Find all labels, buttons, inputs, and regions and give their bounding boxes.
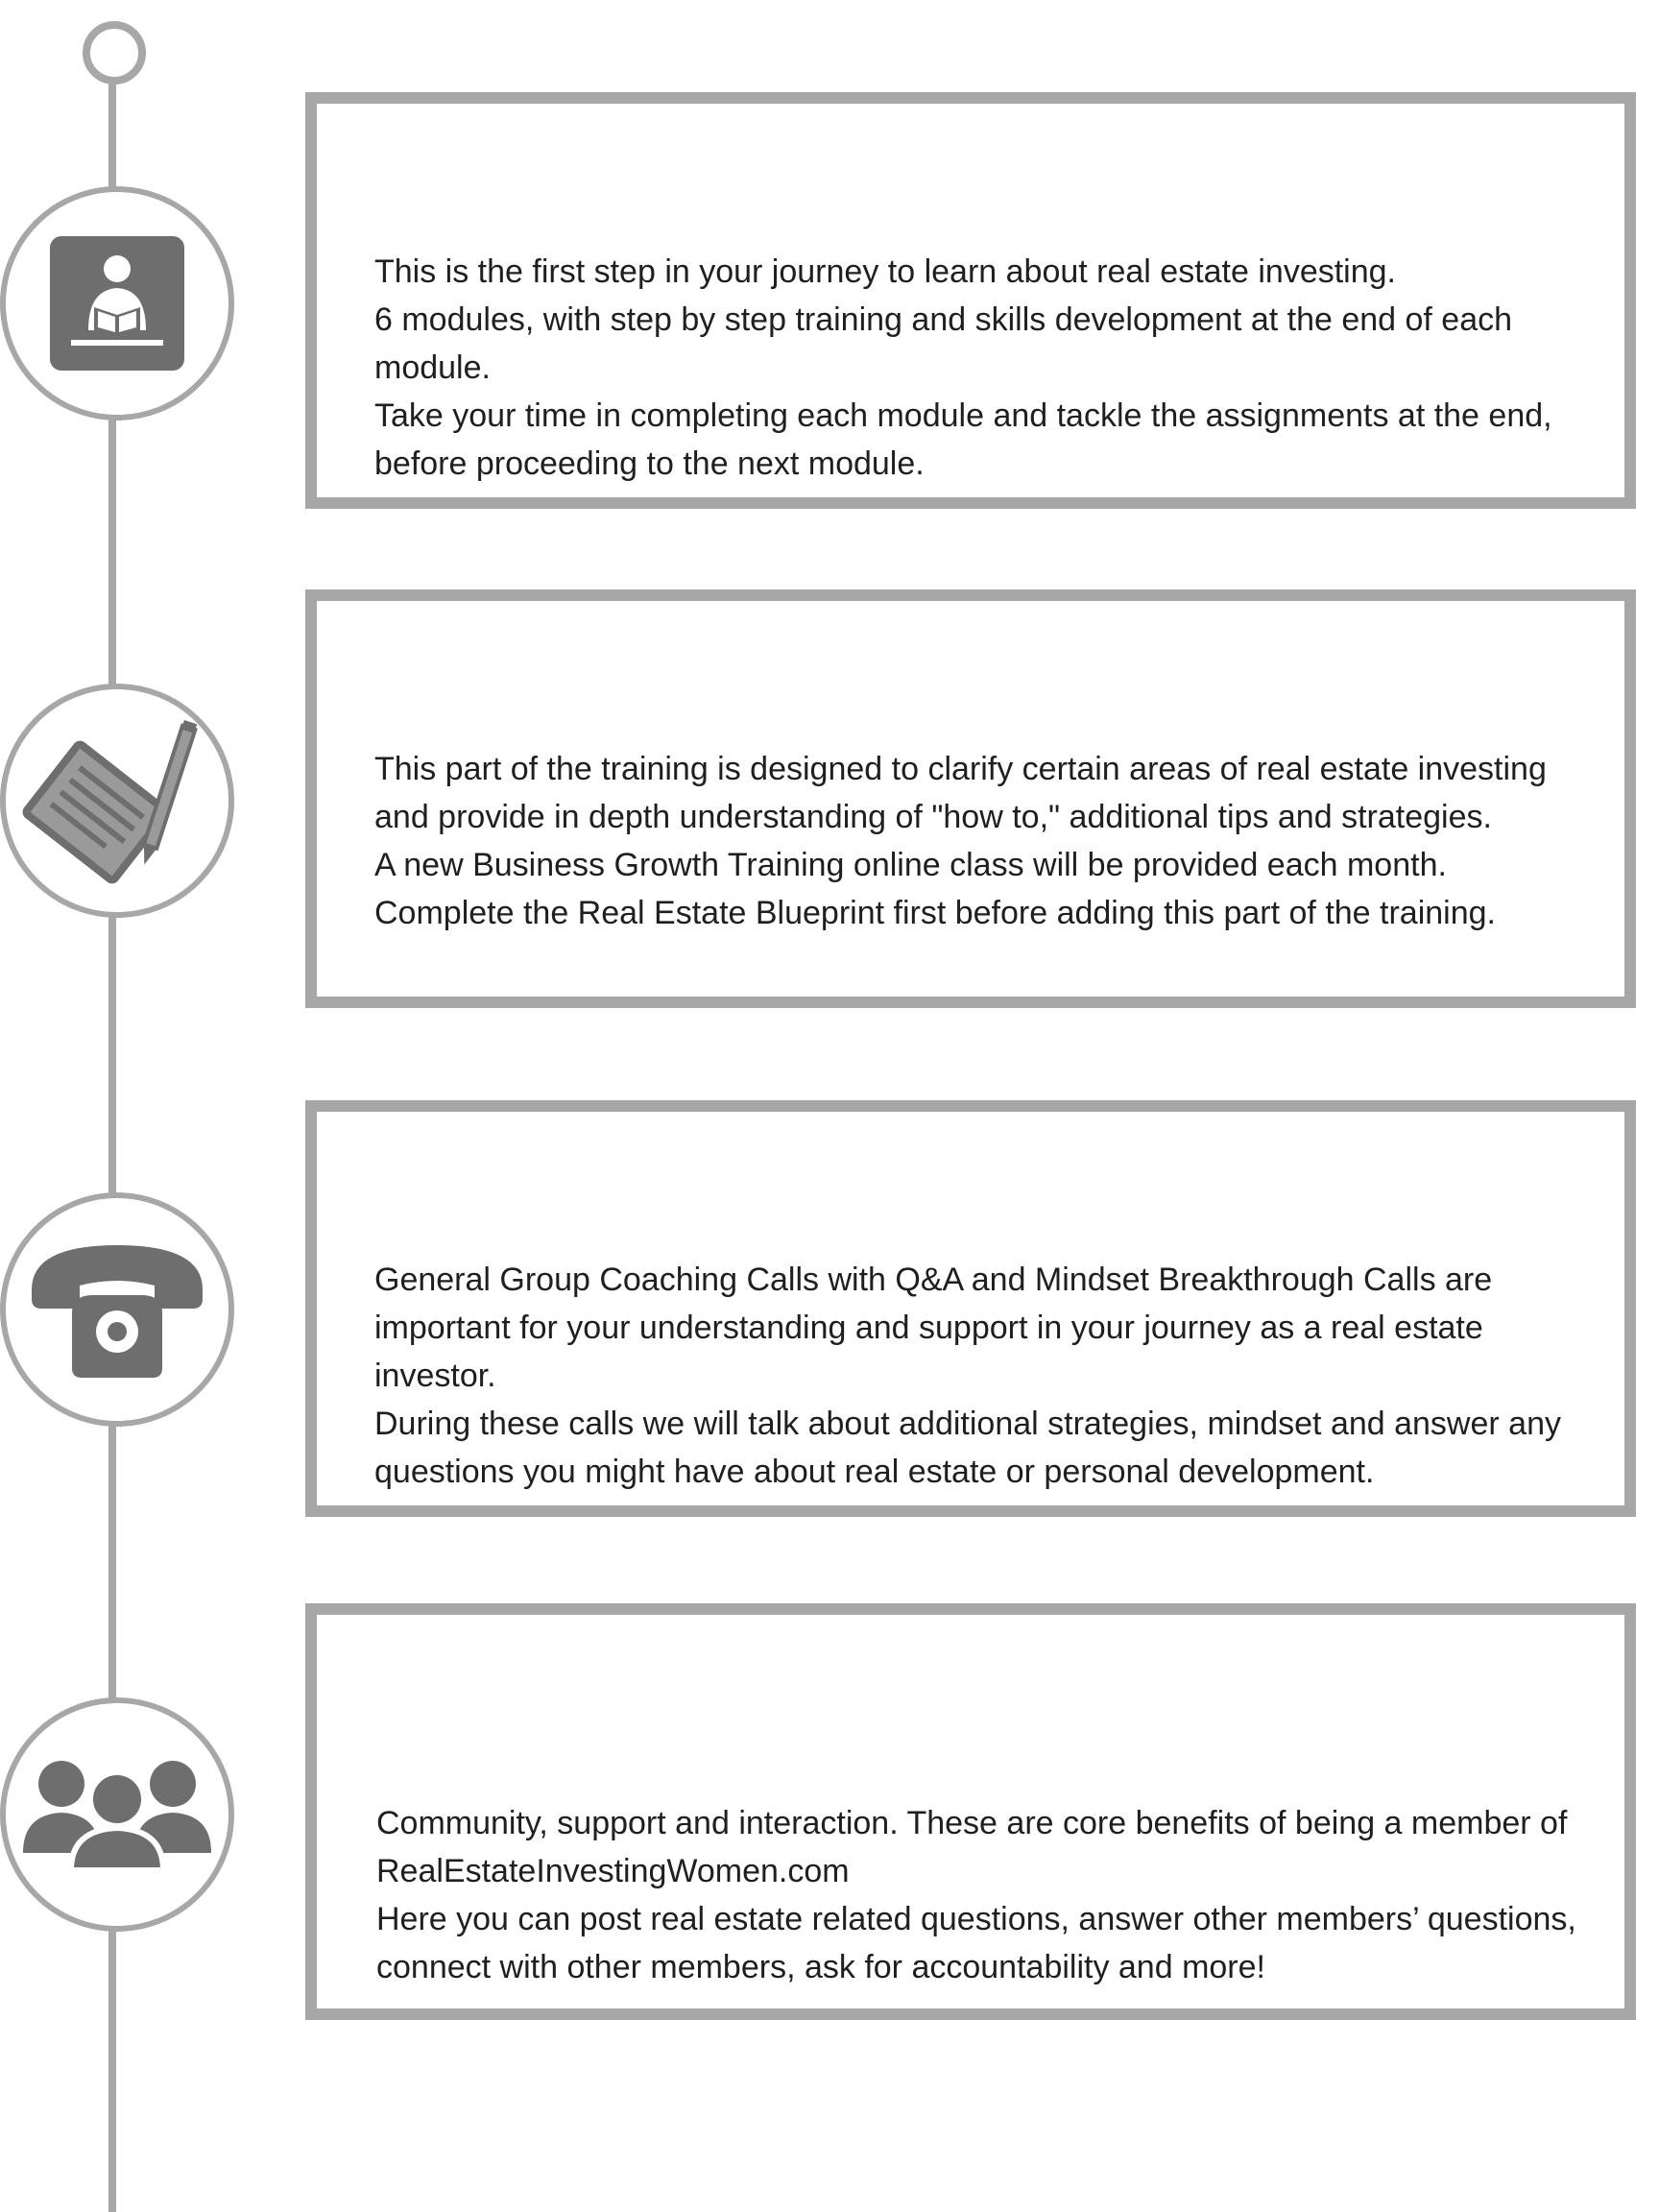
reader-icon (50, 236, 184, 371)
step-1-paragraph-2: 6 modules, with step by step training and skills development at the end of each module. (374, 301, 1513, 386)
community-group-icon (21, 1757, 213, 1872)
step-3-paragraph-1: General Group Coaching Calls with Q&A and Mindset Breakthrough Calls are important for your understanding and support in your journey as a real estate investor. (374, 1262, 1493, 1394)
step-2-box (305, 589, 1636, 1008)
step-2-paragraph-2: A new Business Growth Training online class will be provided each month. (374, 847, 1447, 883)
step-2-node (0, 684, 234, 918)
step-3-paragraph-2: During these calls we will talk about additional strategies, mindset and answer any questions you might have about real estate or personal development. (374, 1406, 1561, 1490)
step-4-paragraph-1: Community, support and interaction. These are core benefits of being a member of RealEstateInvestingWomen.com (376, 1805, 1568, 1889)
step-2-paragraph-1: This part of the training is designed to clarify certain areas of real estate investing and provide in depth understanding of "how to," additional tips and strategies. (374, 751, 1547, 835)
step-1-node (0, 186, 234, 421)
step-3-box (305, 1100, 1636, 1517)
step-1-text (374, 248, 1586, 488)
step-1-paragraph-3: Take your time in completing each module and tackle the assignments at the end, before proceeding to the next module. (374, 397, 1552, 482)
notepad-pencil-icon (21, 714, 213, 887)
step-4-node (0, 1697, 234, 1932)
step-2-text (374, 745, 1586, 937)
step-2-paragraph-3: Complete the Real Estate Blueprint first before adding this part of the training. (374, 895, 1496, 931)
step-1-box (305, 92, 1636, 509)
step-4-box (305, 1603, 1636, 2020)
step-3-text (374, 1256, 1586, 1496)
timeline-start-node (83, 21, 146, 84)
step-3-node (0, 1192, 234, 1427)
step-1-paragraph-1: This is the first step in your journey to learn about real estate investing. (374, 253, 1396, 290)
step-4-text (376, 1799, 1586, 1991)
step-4-paragraph-2: Here you can post real estate related questions, answer other members’ questions, connect with other members, ask for accountability and more! (376, 1901, 1576, 1985)
telephone-icon (26, 1238, 208, 1382)
